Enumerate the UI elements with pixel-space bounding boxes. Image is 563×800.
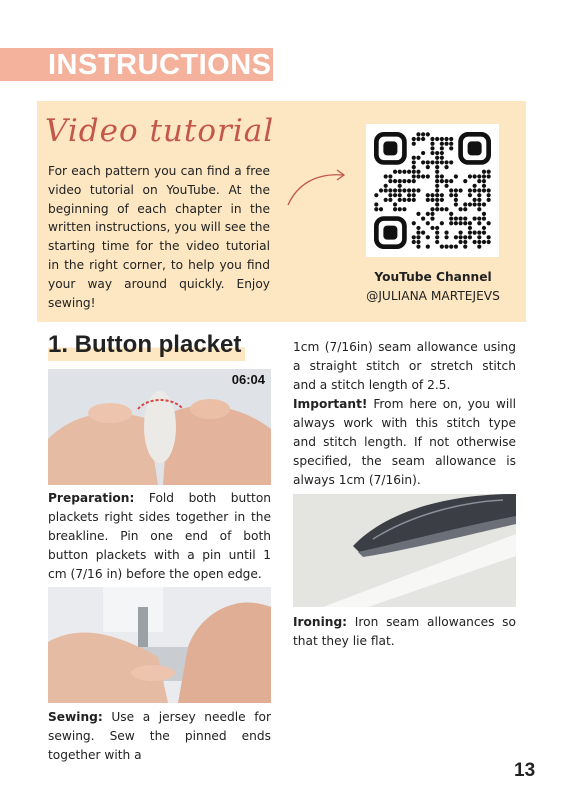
qr-code[interactable] [366,124,499,257]
youtube-channel-handle: @JULIANA MARTEJEVS [366,289,500,303]
preparation-label: Preparation: [48,491,135,505]
photo-ironing [293,494,516,607]
sewing-text-continued: 1cm (7/16in) seam allowance using a straight stitch or stretch stitch and a stitch length of 2.5. [293,340,516,392]
video-tutorial-box [37,101,526,322]
header-bar [0,48,273,81]
sewing-text: Sewing: Use a jersey needle for sewing. Sew the pinned ends together with a [48,710,271,762]
youtube-channel-label: YouTube Channel [374,270,492,284]
page-number: 13 [514,760,536,781]
important-label: Important! [293,397,368,411]
photo-sewing-machine [48,587,271,703]
arrow-icon [285,165,351,209]
video-timestamp: 06:04 [231,372,265,387]
ironing-text: Ironing: Iron seam allowances so that they lie flat. [293,615,516,648]
video-tutorial-title: Video tutorial [45,113,275,149]
preparation-text: Preparation: Fold both button plackets right sides together in the breakline. Pin one end of both button plackets with a pin until 1 cm (7/16 in) before the open edge. [48,491,271,581]
video-tutorial-text: For each pattern you can find a free video tutorial on YouTube. At the beginning of each chapter in the written instructions, you will see the starting time for the video tutorial in the right corner, to help you find your way around quickly. Enjoy sewing! [48,164,270,310]
page-heading: INSTRUCTIONS [48,49,272,81]
sewing-label: Sewing: [48,710,103,724]
ironing-label: Ironing: [293,615,348,629]
important-note: Important! From here on, you will always work with this stitch type and stitch length. If not otherwise specified, the seam allowance is always 1cm (7/16in). [293,397,516,487]
section-title: 1. Button placket [48,331,245,361]
photo-folding-placket [48,369,271,485]
youtube-channel-caption [353,268,513,306]
